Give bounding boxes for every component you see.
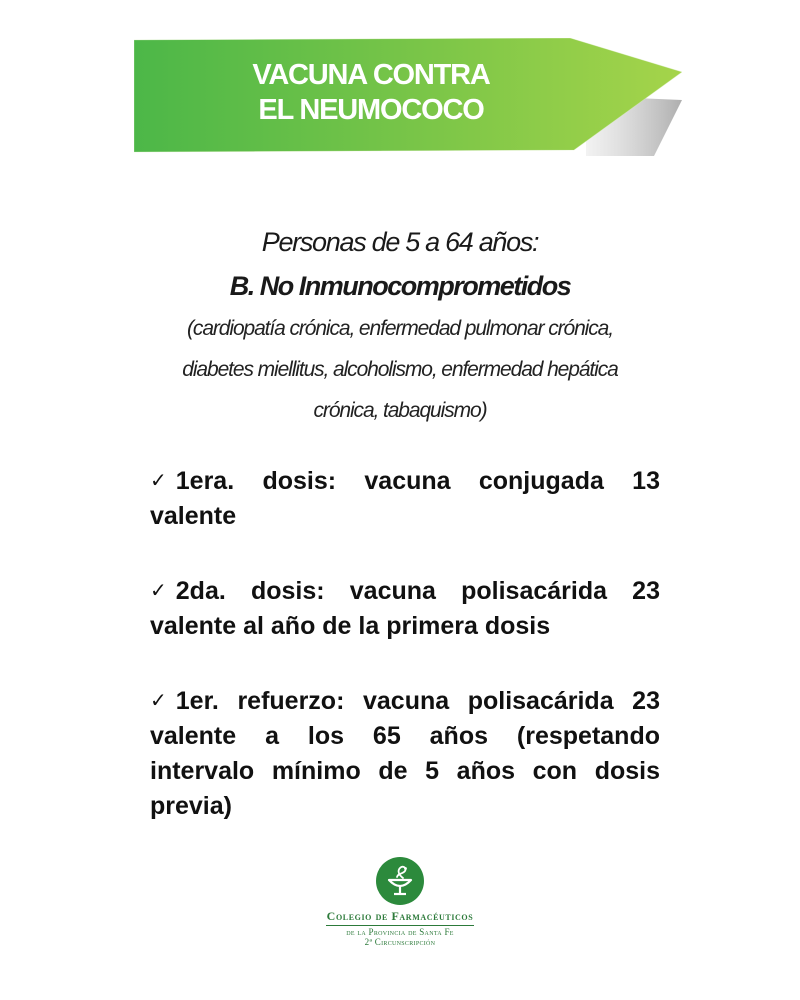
conditions-line: diabetes miellitus, alcoholismo, enfermedad hepática [182, 358, 618, 381]
title-banner [134, 38, 682, 156]
conditions-line: crónica, tabaquismo) [313, 399, 487, 422]
page-title-line-2: EL NEUMOCOCO [258, 94, 484, 126]
audience-heading: Personas de 5 a 64 años: [261, 227, 539, 257]
page-title-line-1: VACUNA CONTRA [252, 59, 490, 91]
bowl-of-hygieia-icon [375, 856, 425, 906]
checkmark-icon: ✓ [150, 470, 167, 492]
intro-section [100, 222, 700, 431]
dose-item-second [150, 574, 660, 644]
dose-text: 2da. dosis: vacuna polisacárida 23 valente al año de la primera dosis [150, 577, 660, 640]
organization-district: 2ª Circunscripción [364, 937, 436, 947]
logo-divider [326, 925, 474, 926]
dose-schedule [150, 464, 660, 864]
group-subheading: B. No Inmunocomprometidos [229, 271, 571, 301]
conditions-list [100, 308, 700, 431]
organization-name: Colegio de Farmacéuticos [326, 909, 474, 923]
dose-item-first [150, 464, 660, 534]
checkmark-icon: ✓ [150, 580, 167, 602]
organization-province: de la Provincia de Santa Fe [346, 927, 454, 937]
dose-text: 1era. dosis: vacuna conjugada 13 valente [150, 467, 660, 530]
page-title [206, 58, 536, 128]
checkmark-icon: ✓ [150, 690, 167, 712]
dose-text: 1er. refuerzo: vacuna polisacárida 23 valente a los 65 años (respetando intervalo mínimo de 5 años con dosis previa) [150, 687, 660, 820]
conditions-line: (cardiopatía crónica, enfermedad pulmonar crónica, [187, 317, 613, 340]
dose-item-booster [150, 684, 660, 824]
organization-logo [320, 856, 480, 947]
